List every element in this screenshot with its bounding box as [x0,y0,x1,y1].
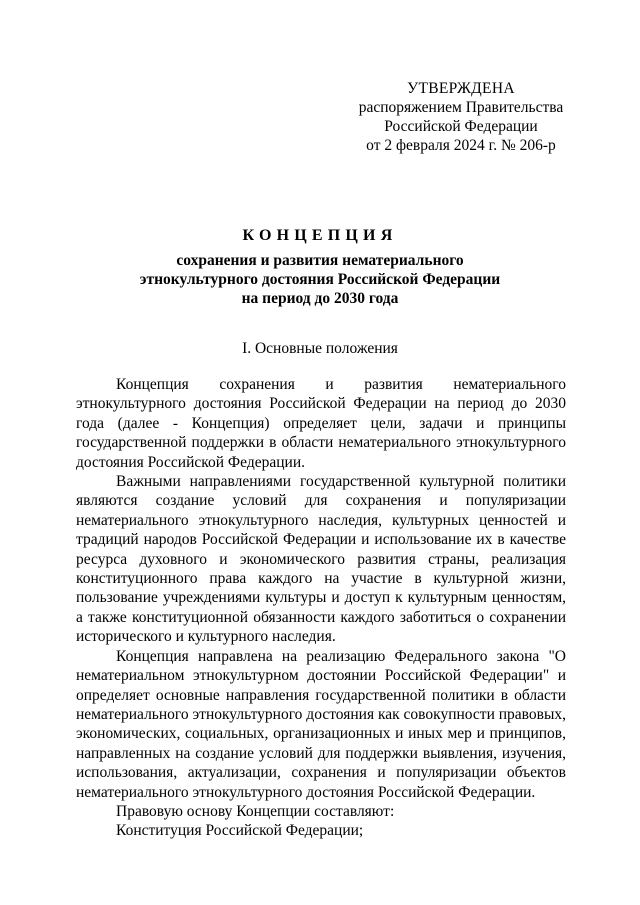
paragraph: Концепция направлена на реализацию Федерального закона "О нематериальном этнокультурном достоянии Российской Федерации" и определяет основные направления государственной политики в области нематериального этнокультурного достояния как совокупности правовых, экономических, социальных, организационных и иных мер и принципов, направленных на создание условий для поддержки выявления, изучения, использования, актуализации, сохранения и популяризации объектов нематериального этнокультурного достояния Российской Федерации. [76,647,566,801]
paragraph: Концепция сохранения и развития нематериального этнокультурного достояния Российской Федерации на период до 2030 года (далее - Концепция) определяет цели, задачи и принципы государственной поддержки в области нематериального этнокультурного достояния Российской Федерации. [76,376,566,471]
approval-authority: распоряжением Правительства [358,99,564,116]
approval-authority-country: Российской Федерации [384,118,538,135]
paragraph: Конституция Российской Федерации; [116,822,364,840]
document-title: КОНЦЕПЦИЯ [242,227,398,244]
approval-heading: УТВЕРЖДЕНА [407,80,515,97]
document-subtitle-line-1: сохранения и развития нематериального [176,252,464,269]
body-text [76,375,566,841]
paragraph: Правовую основу Концепции составляют: [116,802,395,820]
section-heading: I. Основные положения [242,340,398,357]
approval-date-number: от 2 февраля 2024 г. № 206-р [366,137,556,154]
document-title-block [100,226,540,308]
document-subtitle-line-3: на период до 2030 года [241,290,399,307]
approval-stamp [330,79,592,155]
paragraph: Важными направлениями государственной культурной политики являются создание условий для сохранения и популяризации нематериального этнокультурного наследия, культурных ценностей и традиций народов Российской Федерации и использование их в качестве ресурса духовного и экономического развития страны, реализация конституционного права каждого на участие в культурной жизни, пользование учреждениями культуры и доступ к культурным ценностям, а также конституционной обязанности каждого заботиться о сохранении исторического и культурного наследия. [76,473,566,646]
document-subtitle-line-2: этнокультурного достояния Российской Федерации [139,271,501,288]
